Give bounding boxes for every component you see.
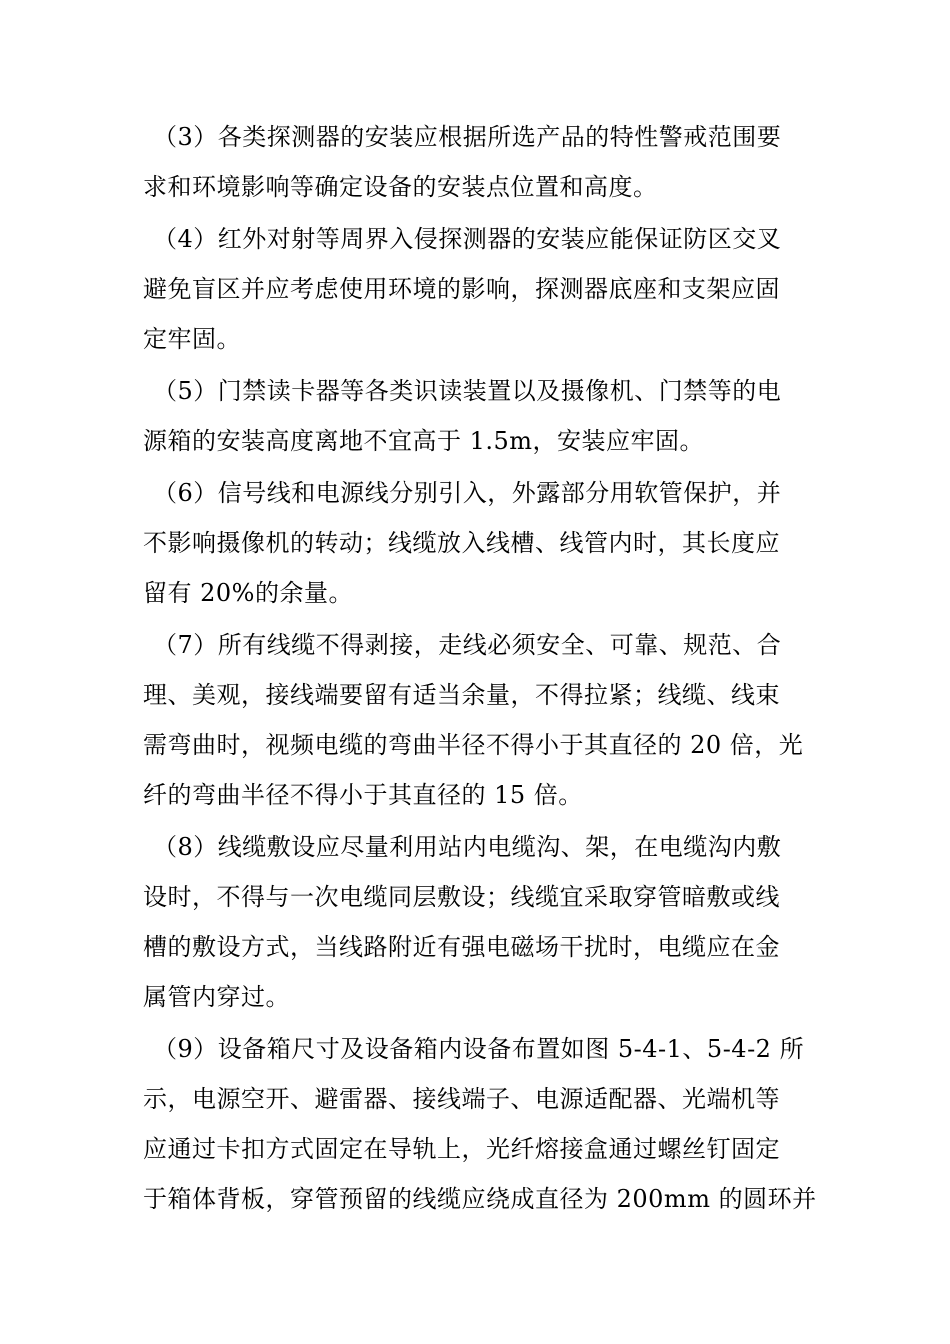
- text-line: （8）线缆敷设应尽量利用站内电缆沟、架，在电缆沟内敷: [153, 833, 782, 861]
- text-line: （4）红外对射等周界入侵探测器的安装应能保证防区交叉: [153, 225, 782, 253]
- paragraph-5: [143, 366, 815, 466]
- text-line: 避免盲区并应考虑使用环境的影响，探测器底座和支架应固: [143, 275, 780, 303]
- text-line: 留有 20%的余量。: [143, 579, 353, 607]
- text-line: （6）信号线和电源线分别引入，外露部分用软管保护，并: [153, 479, 782, 507]
- text-line: 设时，不得与一次电缆同层敷设；线缆宜采取穿管暗敷或线: [143, 883, 780, 911]
- text-line: 槽的敷设方式，当线路附近有强电磁场干扰时，电缆应在金: [143, 933, 780, 961]
- text-line: 不影响摄像机的转动；线缆放入线槽、线管内时，其长度应: [143, 529, 780, 557]
- text-line: （7）所有线缆不得剥接，走线必须安全、可靠、规范、合: [153, 631, 782, 659]
- text-line: 纤的弯曲半径不得小于其直径的 15 倍。: [143, 781, 583, 809]
- text-line: 于箱体背板，穿管预留的线缆应绕成直径为 200mm 的圆环并: [143, 1185, 817, 1213]
- text-line: 示，电源空开、避雷器、接线端子、电源适配器、光端机等: [143, 1085, 780, 1113]
- paragraph-6: [143, 468, 815, 618]
- text-line: （3）各类探测器的安装应根据所选产品的特性警戒范围要: [153, 123, 782, 151]
- text-line: 属管内穿过。: [143, 983, 290, 1011]
- text-line: 需弯曲时，视频电缆的弯曲半径不得小于其直径的 20 倍，光: [143, 731, 804, 759]
- paragraph-9: [143, 1024, 815, 1224]
- paragraph-3: [143, 112, 815, 212]
- text-line: 求和环境影响等确定设备的安装点位置和高度。: [143, 173, 658, 201]
- text-line: 理、美观，接线端要留有适当余量，不得拉紧；线缆、线束: [143, 681, 780, 709]
- text-line: 源箱的安装高度离地不宜高于 1.5m，安装应牢固。: [143, 427, 705, 455]
- text-line: （9）设备箱尺寸及设备箱内设备布置如图 5-4-1、5-4-2 所: [153, 1035, 805, 1063]
- text-line: （5）门禁读卡器等各类识读装置以及摄像机、门禁等的电: [153, 377, 782, 405]
- paragraph-4: [143, 214, 815, 364]
- text-line: 应通过卡扣方式固定在导轨上，光纤熔接盒通过螺丝钉固定: [143, 1135, 780, 1163]
- paragraph-7: [143, 620, 815, 820]
- text-line: 定牢固。: [143, 325, 241, 353]
- paragraph-8: [143, 822, 815, 1022]
- body-text: [143, 112, 815, 1224]
